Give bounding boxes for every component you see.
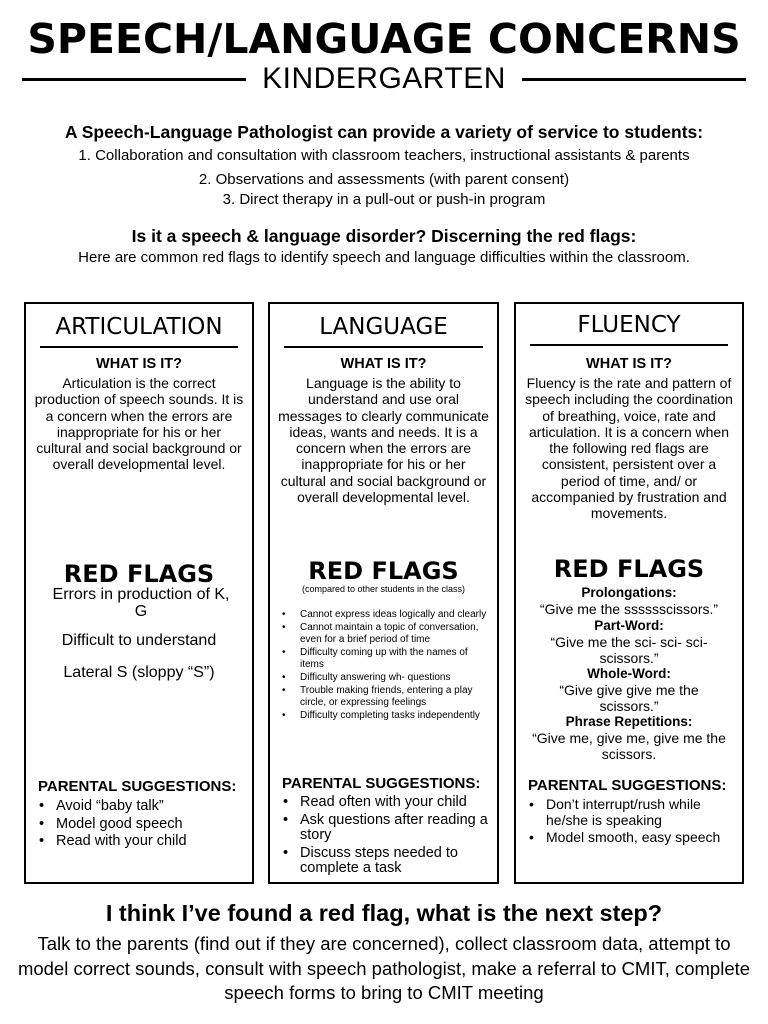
card-description: Language is the ability to understand and use oral messages to clearly communicate ideas, wants and needs. It is a concern when the errors are inappropriate for his or her cultural and social background or overall developmental level. bbox=[278, 375, 489, 506]
subtitle-rule-left bbox=[22, 78, 246, 81]
language-card bbox=[268, 302, 499, 884]
parental-suggestions-title: PARENTAL SUGGESTIONS: bbox=[528, 777, 727, 794]
service-item: 1. Collaboration and consultation with classroom teachers, instructional assistants & parents bbox=[78, 147, 690, 164]
list-item: • Cannot maintain a topic of conversation, even for a brief period of time bbox=[282, 622, 491, 646]
card-title: ARTICULATION bbox=[55, 314, 223, 340]
next-step-heading: I think I’ve found a red flag, what is the next step? bbox=[105, 900, 663, 926]
parental-suggestions-title: PARENTAL SUGGESTIONS: bbox=[282, 775, 481, 792]
what-is-it-label: WHAT IS IT? bbox=[340, 356, 427, 372]
card-title-rule bbox=[40, 346, 238, 348]
what-is-it-label: WHAT IS IT? bbox=[96, 356, 182, 372]
red-flag-example: “Give give give me the scissors.” bbox=[559, 682, 699, 715]
red-flag-item: Errors in production of K, G bbox=[52, 586, 230, 620]
parental-suggestions-list bbox=[526, 797, 736, 848]
parental-suggestions-title: PARENTAL SUGGESTIONS: bbox=[38, 778, 237, 795]
red-flag-label: Whole-Word: bbox=[587, 666, 671, 681]
subtitle-rule-right bbox=[522, 78, 746, 81]
list-item: • Read often with your child bbox=[280, 795, 491, 811]
list-item: • Ask questions after reading a story bbox=[280, 813, 491, 844]
card-title-rule bbox=[530, 344, 728, 346]
red-flags-title: RED FLAGS bbox=[63, 560, 215, 588]
card-description: Articulation is the correct production of speech sounds. It is a concern when the errors are inappropriate for his or her cultural and social background or overall developmental level. bbox=[34, 375, 244, 473]
page-title: SPEECH/LANGUAGE CONCERNS bbox=[27, 15, 741, 63]
red-flags-note: (compared to other students in the class) bbox=[301, 584, 466, 594]
red-flag-item: Difficult to understand bbox=[61, 632, 217, 649]
list-item: • Trouble making friends, entering a play circle, or expressing feelings bbox=[282, 685, 491, 709]
articulation-card bbox=[24, 302, 254, 884]
subtitle-row bbox=[22, 60, 746, 98]
list-item: • Read with your child bbox=[36, 834, 246, 850]
what-is-it-label: WHAT IS IT? bbox=[586, 356, 672, 372]
red-flag-label: Phrase Repetitions: bbox=[565, 714, 693, 729]
list-item: • Model smooth, easy speech bbox=[526, 830, 736, 846]
red-flag-example: “Give me, give me, give me the scissors. bbox=[532, 730, 726, 763]
red-flag-item: Lateral S (sloppy “S”) bbox=[63, 664, 215, 681]
list-item: • Difficulty coming up with the names of items bbox=[282, 647, 491, 671]
red-flags-intro-text: Here are common red flags to identify speech and language difficulties within the classroom. bbox=[78, 249, 690, 266]
red-flag-label: Prolongations: bbox=[581, 585, 677, 600]
red-flag-example: “Give me the sci- sci- sci- scissors.” bbox=[550, 634, 708, 667]
red-flags-heading: Is it a speech & language disorder? Discerning the red flags: bbox=[131, 226, 637, 246]
services-heading: A Speech-Language Pathologist can provide a variety of service to students: bbox=[64, 122, 704, 142]
red-flag-label: Part-Word: bbox=[594, 618, 664, 633]
list-item: • Discuss steps needed to complete a task bbox=[280, 846, 491, 877]
list-item: • Difficulty completing tasks independently bbox=[282, 710, 491, 722]
card-title: LANGUAGE bbox=[319, 314, 448, 340]
red-flags-title: RED FLAGS bbox=[308, 557, 459, 585]
red-flag-example: “Give me the sssssscissors.” bbox=[539, 601, 719, 617]
list-item: • Difficulty answering wh- questions bbox=[282, 672, 491, 684]
list-item: • Cannot express ideas logically and clearly bbox=[282, 609, 491, 621]
red-flags-title: RED FLAGS bbox=[553, 555, 705, 583]
red-flags-list bbox=[282, 609, 491, 723]
page-subtitle: KINDERGARTEN bbox=[262, 62, 506, 95]
card-title-rule bbox=[284, 346, 483, 348]
list-item: • Avoid “baby talk” bbox=[36, 799, 246, 815]
list-item: • Don’t interrupt/rush while he/she is speaking bbox=[526, 797, 736, 828]
next-step-text: Talk to the parents (find out if they are concerned), collect classroom data, attempt to model correct sounds, consult with speech pathologist, make a referral to CMIT, complete speech forms to bring to CMIT meeting bbox=[17, 933, 751, 1003]
parental-suggestions-list bbox=[36, 799, 246, 852]
service-item: 2. Observations and assessments (with parent consent) bbox=[198, 171, 570, 188]
service-item: 3. Direct therapy in a pull-out or push-in program bbox=[222, 191, 546, 208]
card-title: FLUENCY bbox=[577, 312, 681, 338]
card-description: Fluency is the rate and pattern of speech including the coordination of breathing, voice, rate and articulation. It is a concern when the following red flags are consistent, persistent over a period of time, and/ or accompanied by frustration and movements. bbox=[525, 375, 733, 522]
list-item: • Model good speech bbox=[36, 817, 246, 833]
fluency-card bbox=[514, 302, 744, 884]
parental-suggestions-list bbox=[280, 795, 491, 879]
